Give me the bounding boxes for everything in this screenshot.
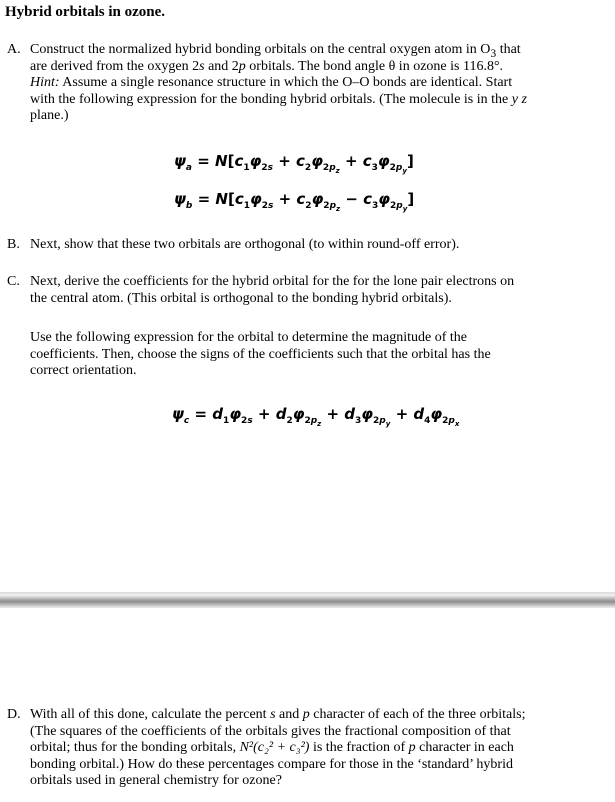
part-d-line-1-c: character of each of the three orbitals; — [309, 707, 526, 722]
part-d-line-3 — [30, 740, 615, 757]
yz-plane-label: y z — [511, 91, 527, 107]
part-d-line-3-p: p — [408, 740, 416, 755]
part-d-line-3-b: is the fraction of — [309, 740, 409, 755]
part-a-line-2-c: orbitals. The bond angle θ in ozone is 116.8°. — [245, 58, 504, 74]
part-a-line-3-text: Assume a single resonance structure in which the O–O bonds are identical. Start — [59, 75, 513, 90]
part-d-text — [30, 707, 615, 790]
part-c-use-1: Use the following expression for the orbital to determine the magnitude of the — [30, 330, 467, 345]
part-a-line-4 — [30, 92, 615, 109]
part-d-line-5: orbitals used in general chemistry for ozone? — [30, 773, 282, 788]
part-d-line-3-a: orbital; thus for the bonding orbitals, — [30, 740, 240, 755]
part-a-line-1-end: that — [496, 42, 521, 57]
part-d-line-4: bonding orbital.) How do these percentages compare for those in the ‘standard’ hybrid — [30, 756, 513, 772]
part-b-marker: B. — [7, 237, 20, 252]
part-d-line-2: (The squares of the coefficients of the orbitals gives the fractional composition of that — [30, 723, 511, 739]
fraction-formula: N²(c₂² + c₃²) — [239, 740, 310, 755]
page-title: Hybrid orbitals in ozone. — [5, 4, 166, 20]
part-c-instructions — [30, 330, 615, 380]
part-a-line-2-p: p — [238, 58, 246, 74]
part-d-line-3-c: character in each — [415, 740, 514, 755]
part-d-marker: D. — [7, 707, 21, 722]
part-a-text — [30, 42, 615, 125]
equation-psi-a: $\psi_a = N[c_1\varphi_{2s} + c_2\varphi_{2p_z} + c_3\varphi_{2p_y}]$ — [174, 152, 414, 175]
part-a-line-2 — [30, 59, 615, 76]
part-d-line-1 — [30, 707, 615, 724]
part-d-line-1-p: p — [302, 707, 310, 722]
part-b-text: Next, show that these two orbitals are orthogonal (to within round-off error). — [30, 237, 460, 252]
hint-label: Hint: — [30, 75, 60, 90]
part-a-marker: A. — [7, 42, 21, 57]
part-c-use-2: coefficients. Then, choose the signs of the coefficients such that the orbital has the — [30, 346, 491, 362]
equation-psi-c: $\psi_c = d_1\varphi_{2s} + d_2\varphi_{2p_z} + d_3\varphi_{2p_y} + d_4\varphi_{2p_x}$ — [172, 405, 460, 428]
part-a-line-2-s: s — [199, 58, 205, 74]
part-a-line-1 — [30, 42, 615, 59]
part-c-use-3: correct orientation. — [30, 363, 137, 378]
part-a-line-3 — [30, 75, 615, 92]
page-break-divider — [0, 592, 615, 608]
ozone-subscript: 3 — [490, 46, 497, 60]
part-d-line-1-s: s — [270, 707, 276, 722]
part-c-marker: C. — [7, 274, 20, 289]
part-a-line-2-a: are derived from the oxygen 2 — [30, 58, 200, 74]
part-c-line-1: Next, derive the coefficients for the hybrid orbital for the for the lone pair electrons on — [30, 274, 515, 289]
part-c-text — [30, 274, 615, 307]
part-a-line-4-text: with the following expression for the bonding hybrid orbitals. (The molecule is in the — [30, 91, 512, 107]
part-d-line-1-a: With all of this done, calculate the percent — [30, 707, 271, 722]
part-a-line-2-b: and 2 — [204, 58, 239, 74]
part-d-line-1-b: and — [275, 707, 303, 722]
part-a-line-5: plane.) — [30, 108, 69, 123]
part-c-line-2: the central atom. (This orbital is orthogonal to the bonding hybrid orbitals). — [30, 290, 452, 306]
equation-psi-b: $\psi_b = N[c_1\varphi_{2s} + c_2\varphi_{2p_z} - c_3\varphi_{2p_y}]$ — [174, 190, 415, 213]
part-a-line-1-text: Construct the normalized hybrid bonding orbitals on the central oxygen atom in O — [30, 42, 491, 57]
